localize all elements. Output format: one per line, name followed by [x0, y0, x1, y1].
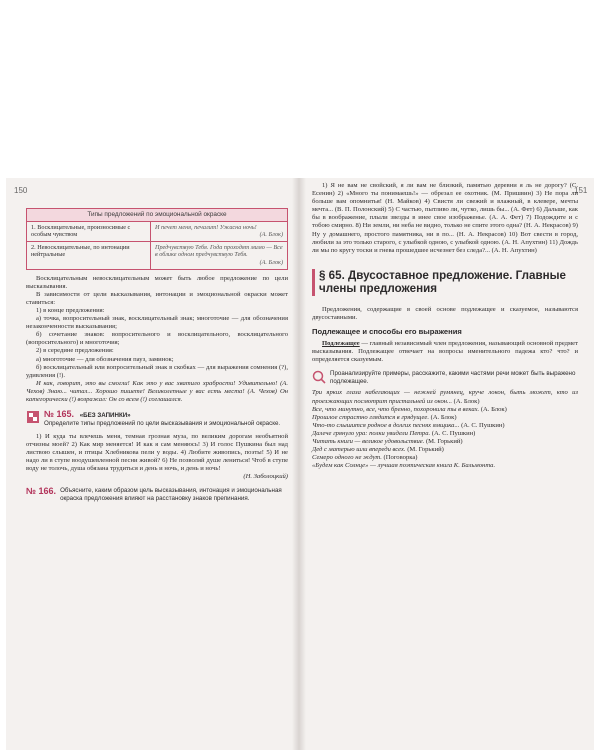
right-page: [312, 182, 578, 470]
example-item: Далече грянуло ура: полки увидели Петра. (А. С. Пушкин): [312, 429, 476, 437]
example-item: Дед с матерью шли впереди всех. (М. Горький): [312, 446, 444, 454]
example-item: Читать книги — великое удовольствие. (М. Горький): [312, 437, 463, 445]
paragraph: а) многоточие — для обозначения пауз, заминок;: [36, 355, 174, 363]
table-caption: Типы предложений по эмоциональной окраске: [26, 208, 288, 221]
intro-paragraph: Предложения, содержащие в своей основе подлежащее и сказуемое, называются двусоставными.: [312, 305, 578, 321]
page-number-left: 150: [14, 186, 28, 195]
example-paragraph: И как, говорит, это вы смогли! Как это у вас хватило храбрости! Удивительно! (А. Чехов) Знаю... читал... Хорошо пишете! Великолепные у вас есть места! (А. Чехов) Он категорически (!) возражал: Он со всем (!) соглашался.: [26, 379, 288, 403]
example-item: Все, что минутно, все, что бренно, похоронила ты в веках. (А. Блок): [312, 405, 507, 413]
subheading: Подлежащее и способы его выражения: [312, 326, 462, 336]
emotion-types-table: [26, 208, 288, 270]
magnifier-icon: [312, 370, 326, 384]
example-source: (А. Блок): [259, 231, 283, 239]
exercise-text: 1) И куда ты влечешь меня, темная грозная муза, по великим дорогам необъятной отчизны моей? 2) Как мир меняется! И как я сам меняюсь! 3) И голос Пушкина был над листвою слышен, и птицы Хлебникова пели у воды. 4) Любите живопись, поэты! 5) И не надо ли в ступе воодушевленной песни живой? 6) Не позволяй душе лениться! Чтоб в ступе воду не толочь, душа обязана трудиться и день и ночь, и день и ночь!: [26, 432, 288, 473]
task-text: Проанализируйте примеры, расскажите, какими частями речи может быть выражено подлежащее.: [330, 370, 576, 385]
paragraph: б) восклицательный или вопросительный знак в скобках — для выражения сомнения (?), удивления (!).: [26, 363, 288, 379]
paragraph: б) сочетание знаков: вопросительного и восклицательного, восклицательного (вопросительного) и многоточия;: [26, 331, 288, 347]
example-item: «Будем как Солнце» — лучшая поэтическая книга К. Бальмонта.: [312, 462, 496, 470]
definition-paragraph: [312, 340, 578, 364]
table-row: [27, 221, 288, 241]
exercise-source: (Н. Заболоцкий): [243, 473, 288, 481]
exercise-166-header: [26, 487, 288, 502]
book-gutter: [292, 178, 306, 750]
definition-text: — главный независимый член предложения, называющий основной предмет высказывания. Подлежащее отвечает на вопросы именительного падежа кто? что? и определяется сказуемым.: [312, 339, 578, 364]
table-cell-example: [151, 241, 288, 269]
example-text: И печет меня, печалит! Ужасна ночь!: [155, 223, 257, 231]
example-source: (А. Блок): [259, 258, 283, 266]
exercise-task: Определите типы предложений по цели высказывания и эмоциональной окраске.: [44, 420, 281, 428]
left-page: [26, 182, 288, 503]
puzzle-icon: [26, 410, 40, 424]
paragraph: В зависимости от цели высказывания, интонации и эмоциональной окраски может ставиться:: [26, 290, 288, 306]
paragraph: а) точка, вопросительный знак, восклицательный знак; многоточие — для обозначения незаконченности высказывания;: [26, 315, 288, 331]
continued-text: 1) Я не вам не свойский, я ли вам не близкий, памятью деревни я ль не дорогу? (С. Есенин) 2) «Много ты понимаешь!» — обрезал ее охотник. (М. Пришвин) 3) Не пора ли больше вам опомнитья! (Н. Майков) 4) Свистя ли свежий и влажный, в клевере, мечты мечта... (В. П. Полонский) 5) С частью, пытливо ли, чутко, лишь бы... (А. Фет) 6) Дальше, как бы в воображение, плыли звезды в инее свое изображенье. (А. А. Фет) 7) Подождите и с тобою смирно. 8) Ни земли, ни неба не видно, только не спите этого одна? (Н. А. Некрасов) 9) Ну у домашнего, простого памятника, ни в по... (Н. А. Некрасов) 10) Вот свести в город, любили за это только старого, с улыбкой одною, с улыбкой одною. (А. Н. Апухтин) 11) Дождь ли мы по кругу тоски и гнева прошедшее исчезнет без следа?... (А. Н. Апухтин): [312, 182, 578, 254]
section-title: § 65. Двусоставное предложение. Главные члены предложения: [312, 269, 578, 296]
paragraph: Восклицательным невосклицательным может быть любое предложение по цели высказывания.: [26, 274, 288, 290]
page-number-right: 151: [574, 186, 588, 195]
exercise-number: № 166.: [26, 486, 57, 497]
example-item: Три ярких глаза набегающих — нежней румянец, круче локон, быть может, кто из проезжающих посмотрит пристальней из окон... (А. Блок): [312, 389, 578, 405]
table-cell-type: 2. Невосклицательные, по интонации нейтральные: [27, 241, 151, 269]
table-cell-example: [151, 221, 288, 241]
examples-list: [312, 389, 578, 470]
task-header: [312, 370, 578, 385]
exercise-task: Объясните, каким образом цель высказывания, интонация и эмоциональная окраска предложения влияют на расстановку знаков препинания.: [60, 487, 282, 502]
example-item: Семеро одного не ждут. (Поговорка): [312, 454, 418, 462]
exercise-number: № 165.: [44, 409, 75, 420]
exercise-tag: «БЕЗ ЗАПИНКИ»: [79, 412, 131, 420]
example-item: Прошлое страстно глядится в грядущее. (А. Блок): [312, 413, 457, 421]
paragraph: 1) в конце предложения:: [36, 306, 105, 314]
exercise-165-header: [26, 410, 288, 428]
example-item: Что-то слышится родное в долгих песнях ямщика... (А. С. Пушкин): [312, 421, 505, 429]
paragraph: 2) в середине предложения:: [36, 347, 114, 355]
example-text: Предчувствую Тебя. Года проходят мимо — Все в облике одном предчувствую Тебя.: [155, 243, 283, 259]
table-row: [27, 241, 288, 269]
table-cell-type: 1. Восклицательные, произносимые с особым чувством: [27, 221, 151, 241]
definition-term: Подлежащее: [322, 339, 360, 347]
